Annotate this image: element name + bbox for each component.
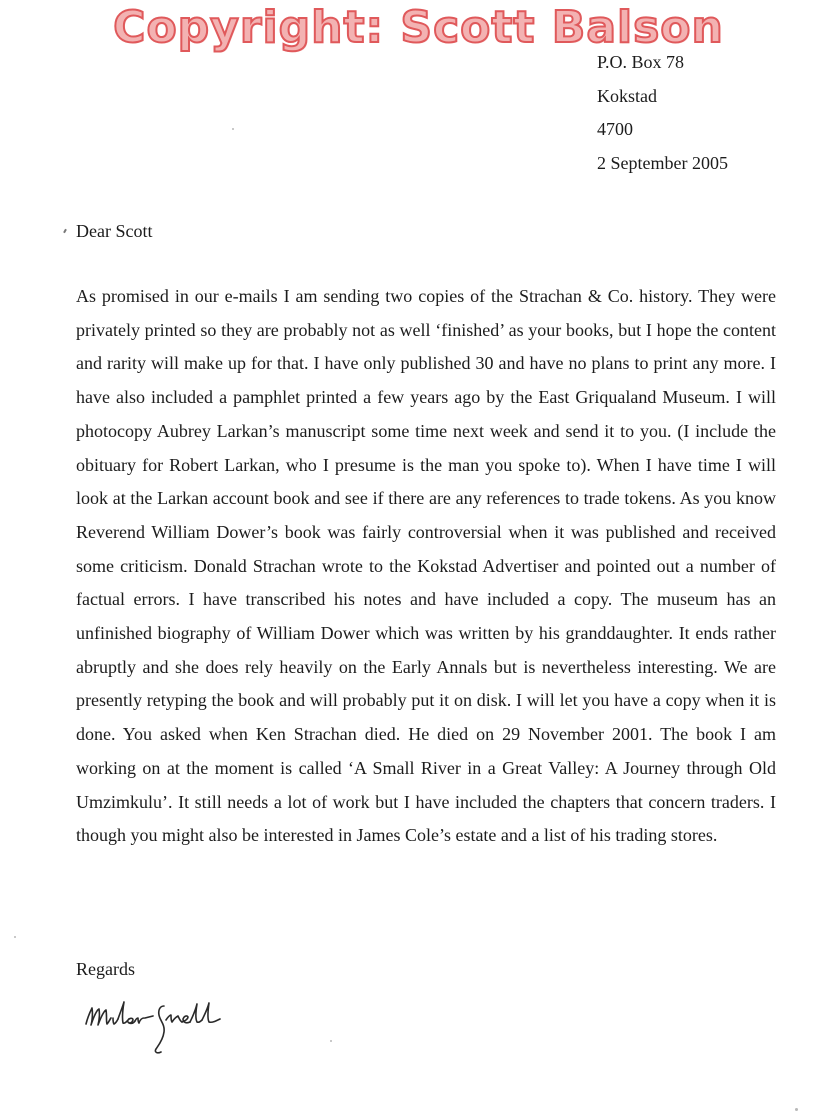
letter-date: 2 September 2005 <box>597 152 728 173</box>
sender-address <box>597 46 728 180</box>
letter-body: As promised in our e-mails I am sending two copies of the Strachan & Co. history. They were privately printed so they are probably not as well ‘finished’ as your books, but I hope the content and rarity will make up for that. I have only published 30 and have no plans to print any more. I have also included a pamphlet printed a few years ago by the East Griqualand Museum. I will photocopy Aubrey Larkan’s manuscript some time next week and send it to you. (I include the obituary for Robert Larkan, who I presume is the man you spoke to). When I have time I will look at the Larkan account book and see if there are any references to trade tokens. As you know Reverend William Dower’s book was fairly controversial when it was published and received some criticism. Donald Strachan wrote to the Kokstad Advertiser and pointed out a number of factual errors. I have transcribed his notes and have included a copy. The museum has an unfinished biography of William Dower which was written by his granddaughter. It ends rather abruptly and she does rely heavily on the Early Annals but is nevertheless interesting. We are presently retyping the book and will probably put it on disk. I will let you have a copy when it is done. You asked when Ken Strachan died. He died on 29 November 2001. The book I am working on at the moment is called ‘A Small River in a Great Valley: A Journey through Old Umzimkulu’. It still needs a lot of work but I have included the chapters that concern traders. I though you might also be interested in James Cole’s estate and a list of his trading stores. <box>76 286 776 846</box>
address-town: Kokstad <box>597 85 657 106</box>
closing: Regards <box>76 959 135 979</box>
scan-speck <box>795 1108 798 1111</box>
scan-speck <box>232 128 234 130</box>
address-postal-code: 4700 <box>597 119 633 139</box>
salutation: Dear Scott <box>76 221 153 241</box>
copyright-watermark: Copyright: Scott Balson <box>113 2 724 53</box>
address-po-box: P.O. Box 78 <box>597 52 685 72</box>
scan-speck <box>14 936 16 938</box>
handwritten-signature <box>82 994 262 1064</box>
scan-mark <box>63 229 67 233</box>
scan-speck <box>330 1040 332 1042</box>
